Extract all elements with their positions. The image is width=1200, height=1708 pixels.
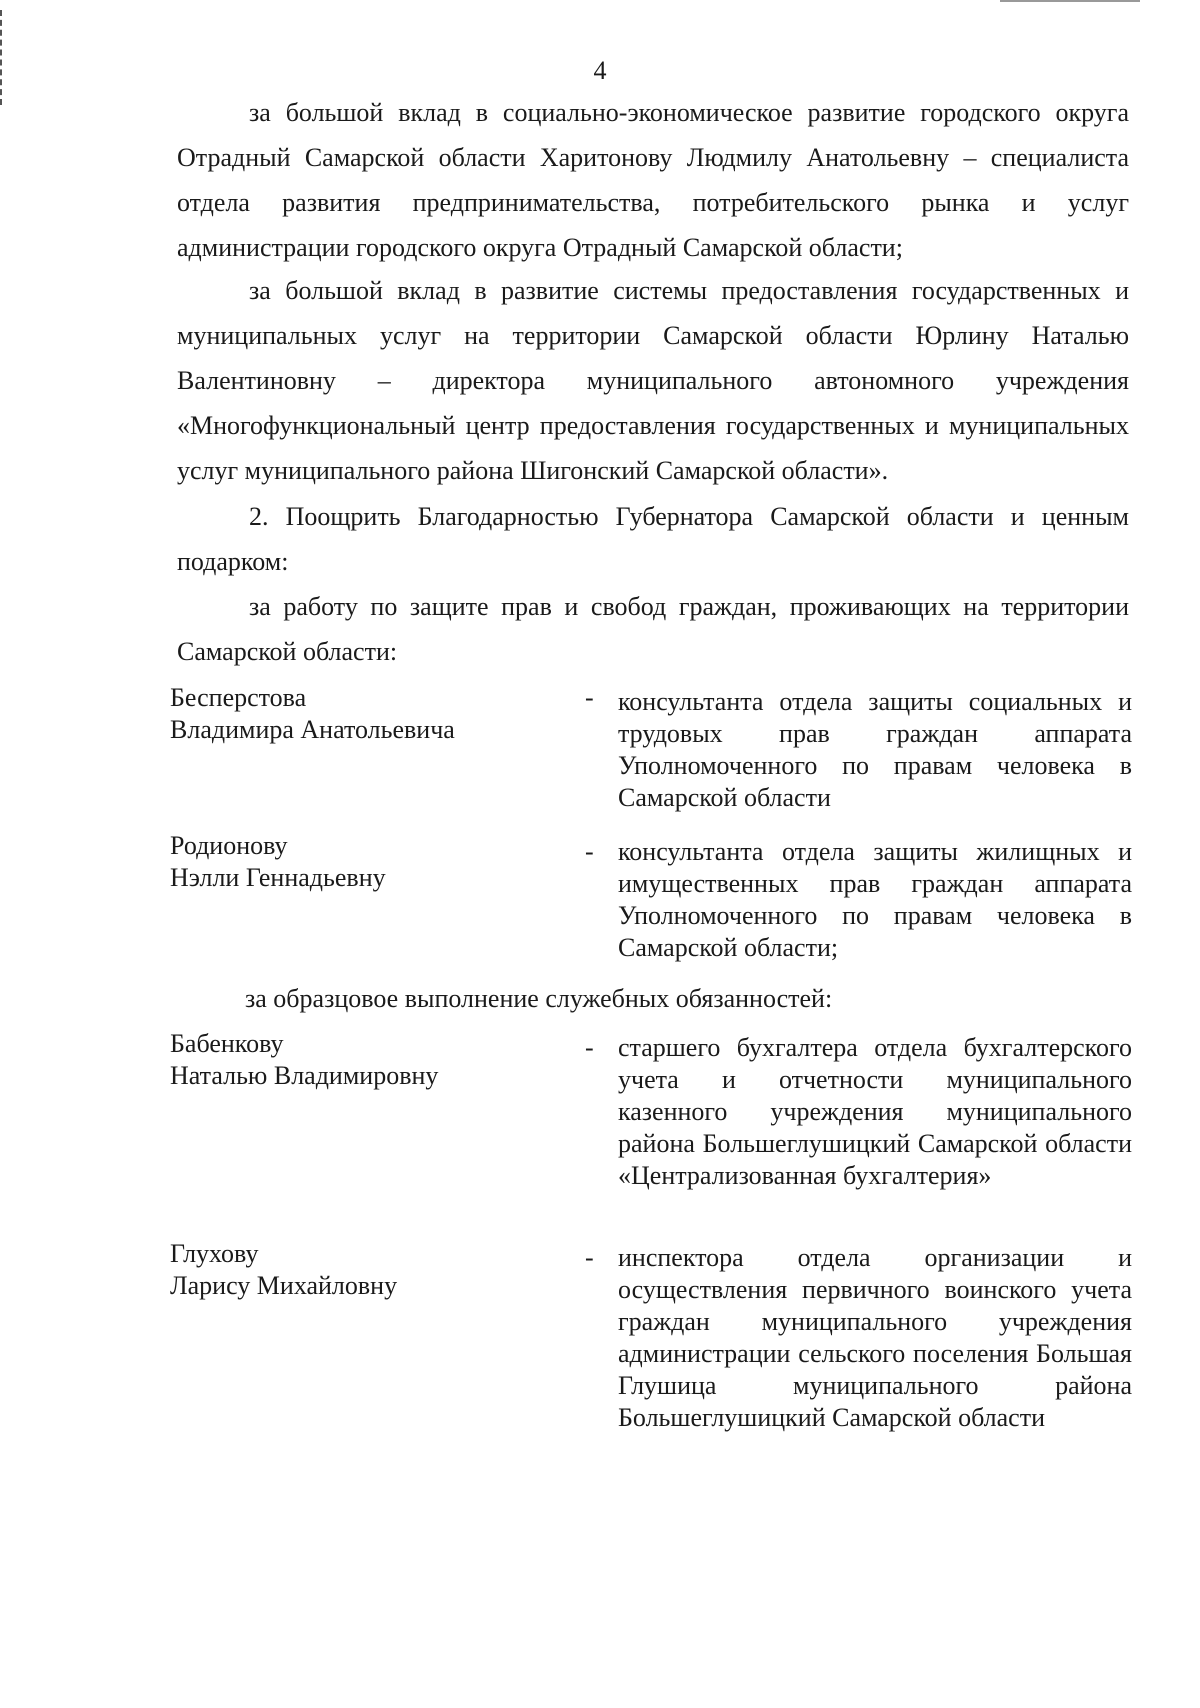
section-heading: за образцовое выполнение служебных обязанностей: xyxy=(245,984,833,1013)
entry-dash: - xyxy=(585,1243,594,1272)
recipient-name: Глухову Ларису Михайловну xyxy=(170,1239,398,1300)
entry-dash: - xyxy=(585,837,594,866)
paragraph-yurlina: за большой вклад в развитие системы предоставления государственных и муниципальных услуг на территории Самарской области Юрлину Наталью Валентиновну – директора муниципального автономного учреждения «Многофункциональный центр предоставления государственных и муниципальных услуг муниципального района Шигонский Самарской области». xyxy=(177,276,1129,485)
paragraph-kharitonova: за большой вклад в социально-экономическое развитие городского округа Отрадный Самарской области Харитонову Людмилу Анатольевну – специалиста отдела развития предпринимательства, потребительского рынка и услуг администрации городского округа Отрадный Самарской области; xyxy=(177,98,1129,262)
page-number: 4 xyxy=(593,56,607,85)
paragraph-item-2: 2. Поощрить Благодарностью Губернатора Самарской области и ценным подарком: xyxy=(177,502,1129,576)
recipient-position: инспектора отдела организации и осуществления первичного воинского учета граждан муниципального учреждения администрации сельского поселения Большая Глушица муниципального района Большеглушицкий Самарской области xyxy=(618,1243,1132,1432)
entry-dash: - xyxy=(585,1033,594,1062)
recipient-name: Родионову Нэлли Геннадьевну xyxy=(170,831,386,892)
scan-top-line xyxy=(1000,0,1140,2)
paragraph-rights-protection: за работу по защите прав и свобод граждан, проживающих на территории Самарской области: xyxy=(177,592,1129,666)
recipient-position: консультанта отдела защиты социальных и трудовых прав граждан аппарата Уполномоченного по правам человека в Самарской области xyxy=(618,687,1132,812)
recipient-name: Бабенкову Наталью Владимировну xyxy=(170,1029,439,1090)
entry-dash: - xyxy=(585,683,594,712)
recipient-position: старшего бухгалтера отдела бухгалтерского учета и отчетности муниципального казенного учреждения муниципального района Большеглушицкий Самарской области «Централизованная бухгалтерия» xyxy=(618,1033,1132,1190)
recipient-position: консультанта отдела защиты жилищных и имущественных прав граждан аппарата Уполномоченного по правам человека в Самарской области; xyxy=(618,837,1132,962)
recipient-name: Бесперстова Владимира Анатольевича xyxy=(170,683,455,744)
